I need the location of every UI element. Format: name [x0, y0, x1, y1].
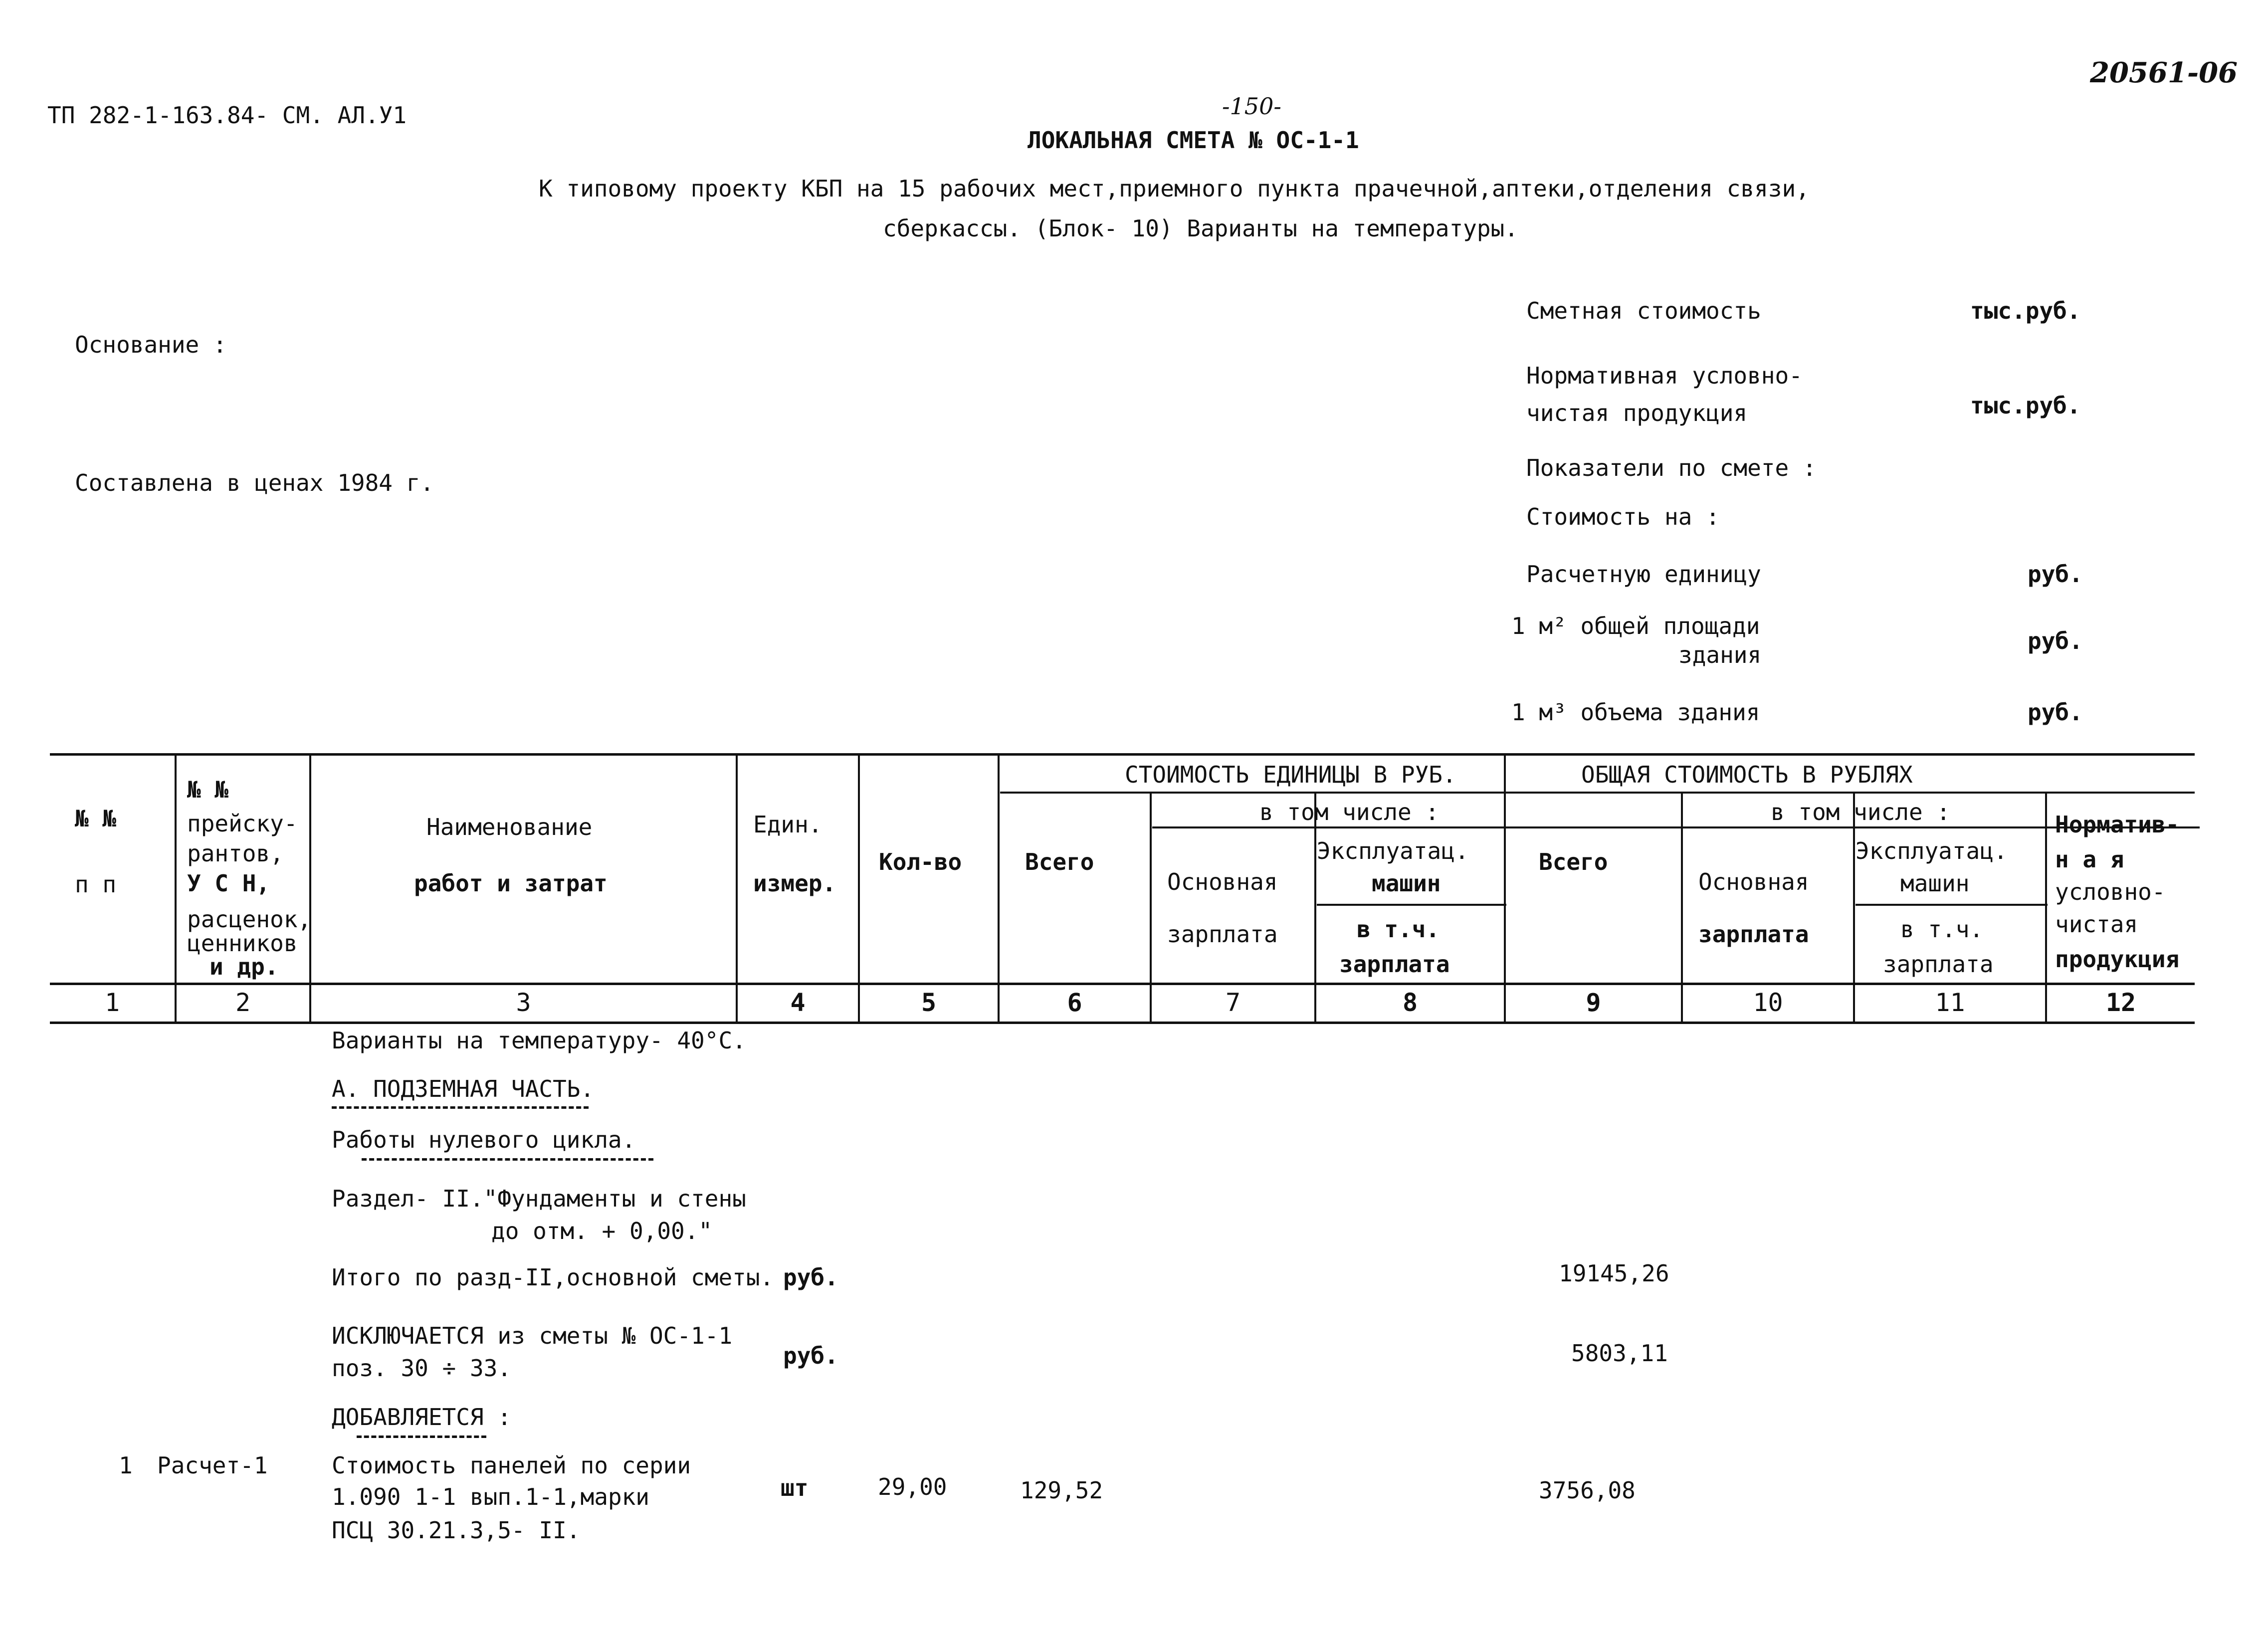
colnum-3: 3	[516, 988, 531, 1017]
unit-unit: руб.	[2028, 561, 2083, 588]
itogo-unit: руб.	[783, 1264, 838, 1291]
volume-unit: руб.	[2028, 699, 2083, 726]
row-reference: Расчет-1	[157, 1452, 268, 1479]
colnum-6: 6	[1067, 988, 1082, 1017]
document-subtitle-line1: К типовому проекту КБП на 15 рабочих мест,приемного пункта прачечной,аптеки,отделения связи,	[539, 175, 1810, 202]
colnum-4: 4	[790, 988, 806, 1017]
col12-head-line1: Норматив-	[2055, 811, 2180, 838]
col12-head-line5: продукция	[2055, 946, 2180, 973]
unit-incl-head: в том числе :	[1259, 799, 1440, 825]
col3-head-line2: работ и затрат	[414, 870, 608, 897]
area-label-2: здания	[1678, 641, 1762, 668]
col12-head-line2: н а я	[2055, 846, 2124, 873]
section-a-heading: А. ПОДЗЕМНАЯ ЧАСТЬ.	[332, 1075, 595, 1102]
exclusion-value: 5803,11	[1571, 1340, 1668, 1367]
row-unit: шт	[781, 1474, 809, 1501]
colnum-10: 10	[1753, 988, 1783, 1017]
colnum-9: 9	[1586, 988, 1601, 1017]
row-name-line2: 1.090 1-1 вып.1-1,марки	[332, 1483, 649, 1510]
col10-head-line2: зарплата	[1698, 921, 1809, 948]
norm-label-2: чистая продукция	[1526, 400, 1748, 426]
prices-label: Составлена в ценах 1984 г.	[75, 469, 434, 496]
col8-head-line2: машин	[1372, 870, 1441, 897]
norm-label-1: Нормативная условно-	[1526, 362, 1803, 389]
itogo-value: 19145,26	[1559, 1260, 1669, 1287]
col1-head-line1: № №	[75, 805, 117, 832]
variant-heading: Варианты на температуру- 40°С.	[332, 1027, 746, 1054]
total-incl-head: в том числе :	[1771, 799, 1951, 825]
col2-head-line5: расценок,	[187, 906, 312, 933]
zero-cycle-heading: Работы нулевого цикла.	[332, 1126, 636, 1153]
addition-heading: ДОБАВЛЯЕТСЯ :	[332, 1404, 512, 1431]
col8-head-line3: в т.ч.	[1357, 916, 1440, 943]
volume-label: 1 м³ объема здания	[1511, 699, 1760, 726]
colnum-2: 2	[235, 988, 251, 1017]
area-unit: руб.	[2028, 627, 2083, 654]
section-a-underline	[332, 1106, 589, 1109]
col6-head: Всего	[1025, 848, 1094, 875]
colnum-8: 8	[1402, 988, 1418, 1017]
doc-code: ТП 282-1-163.84- СМ. АЛ.У1	[47, 102, 407, 129]
document-subtitle-line2: сберкассы. (Блок- 10) Варианты на температуры.	[883, 215, 1518, 242]
basis-label: Основание :	[75, 331, 227, 358]
col2-head-line3: рантов,	[187, 840, 284, 867]
col5-head: Кол-во	[879, 848, 962, 875]
col2-head-line2: прейску-	[187, 810, 298, 837]
razdel-line1: Раздел- II."Фундаменты и стены	[332, 1185, 746, 1212]
col7-head-line1: Основная	[1167, 868, 1278, 895]
colnum-11: 11	[1935, 988, 1965, 1017]
col1-head-line2: п п	[75, 871, 117, 898]
cost-per-label: Стоимость на :	[1526, 503, 1720, 530]
col7-head-line2: зарплата	[1167, 921, 1278, 948]
row-total: 3756,08	[1539, 1477, 1636, 1504]
exclusion-line2: поз. 30 ÷ 33.	[332, 1355, 512, 1382]
indicators-label: Показатели по смете :	[1526, 454, 1817, 481]
row-quantity: 29,00	[878, 1473, 947, 1500]
colnum-12: 12	[2105, 988, 2136, 1017]
colnum-5: 5	[921, 988, 937, 1017]
colnum-1: 1	[104, 988, 120, 1017]
col4-head-line2: измер.	[753, 870, 836, 897]
col3-head-line1: Наименование	[426, 814, 593, 840]
col8-head-line4: зарплата	[1339, 951, 1450, 978]
cost-label: Сметная стоимость	[1526, 297, 1761, 324]
zero-cycle-underline	[362, 1158, 653, 1161]
col2-head-line1: № №	[187, 776, 229, 803]
razdel-line2: до отм. + 0,00."	[491, 1218, 713, 1244]
unit-label: Расчетную единицу	[1526, 561, 1761, 588]
row-number: 1	[119, 1452, 133, 1479]
col11-head-line4: зарплата	[1883, 951, 1994, 978]
col11-head-line3: в т.ч.	[1900, 916, 1984, 943]
itogo-label: Итого по разд-II,основной сметы.	[332, 1264, 774, 1291]
archive-number: 20561-06	[2090, 56, 2238, 89]
col4-head-line1: Един.	[753, 811, 823, 838]
col11-head-line1: Эксплуатац.	[1856, 837, 2008, 864]
col2-head-line7: и др.	[209, 953, 279, 980]
row-name-line3: ПСЦ 30.21.3,5- II.	[332, 1517, 581, 1544]
col12-head-line4: чистая	[2055, 911, 2138, 938]
row-name-line1: Стоимость панелей по серии	[332, 1452, 691, 1479]
col12-head-line3: условно-	[2055, 878, 2166, 905]
exclusion-unit: руб.	[783, 1342, 838, 1369]
col2-head-line4: У С Н,	[187, 870, 270, 897]
unit-cost-group-head: СТОИМОСТЬ ЕДИНИЦЫ В РУБ.	[1125, 761, 1456, 788]
col8-head-line1: Эксплуатац.	[1317, 837, 1469, 864]
page-number: -150-	[1222, 93, 1281, 120]
area-label-1: 1 м² общей площади	[1511, 613, 1760, 639]
document-title: ЛОКАЛЬНАЯ СМЕТА № ОС-1-1	[1028, 127, 1359, 154]
total-cost-group-head: ОБЩАЯ СТОИМОСТЬ В РУБЛЯХ	[1581, 761, 1913, 788]
row-unit-total: 129,52	[1020, 1477, 1103, 1504]
addition-underline	[357, 1435, 486, 1438]
exclusion-line1: ИСКЛЮЧАЕТСЯ из сметы № ОС-1-1	[332, 1322, 733, 1349]
norm-unit: тыс.руб.	[1970, 392, 2081, 419]
col11-head-line2: машин	[1900, 870, 1970, 897]
cost-unit: тыс.руб.	[1970, 297, 2081, 324]
col2-head-line6: ценников	[187, 930, 298, 957]
col10-head-line1: Основная	[1698, 868, 1809, 895]
col9-head: Всего	[1539, 848, 1608, 875]
colnum-7: 7	[1225, 988, 1241, 1017]
